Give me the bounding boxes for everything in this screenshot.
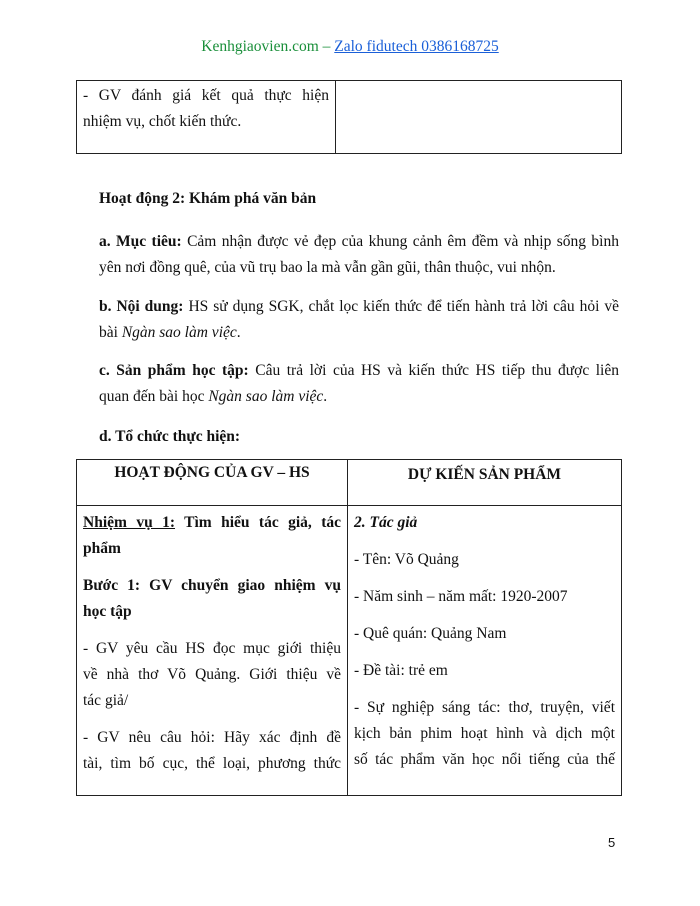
section-b-label: b. Nội dung:	[99, 298, 184, 315]
section-a-label: a. Mục tiêu:	[99, 233, 182, 250]
table-header-activity: HOẠT ĐỘNG CỦA GV – HS	[77, 460, 348, 506]
header-site: Kenhgiaovien.com –	[201, 38, 335, 55]
product-hometown: - Quê quán: Quảng Nam	[354, 625, 507, 642]
activity-title: Hoạt động 2: Khám phá văn bản	[99, 190, 317, 207]
table-header-product: DỰ KIẾN SẢN PHẨM	[348, 460, 622, 506]
top-table-cell-left	[77, 81, 336, 154]
product-name: - Tên: Võ Quảng	[354, 551, 459, 568]
section-d: d. Tổ chức thực hiện:	[99, 428, 241, 445]
page-header	[0, 38, 700, 56]
top-cell-line2: nhiệm vụ, chốt kiến thức.	[83, 113, 242, 130]
page-number: 5	[608, 835, 616, 850]
activity-table	[76, 459, 622, 796]
section-a: a. Mục tiêu: Cảm nhận được vẻ đẹp của khung cảnh êm đềm và nhịp sống bình yên nơi đồng quê, của vũ trụ bao la mà vẫn gần gũi, thân thuộc, vui nhộn.	[99, 233, 619, 276]
product-topic: - Đề tài: trẻ em	[354, 662, 448, 679]
section-b: b. Nội dung: HS sử dụng SGK, chắt lọc kiến thức để tiến hành trả lời câu hỏi về bài Ngàn sao làm việc.	[99, 298, 619, 341]
top-table	[76, 80, 622, 154]
product-title: 2. Tác giả	[354, 514, 418, 531]
task-label: Nhiệm vụ 1:	[83, 514, 176, 531]
table-cell-activity: Nhiệm vụ 1: Tìm hiểu tác giả, tác phẩm Bước 1: GV chuyển giao nhiệm vụ học tập - GV yêu cầu HS đọc mục giới thiệu về nhà thơ Võ Quảng. Giới thiệu về tác giả/ - GV nêu câu hỏi: Hãy xác định đề tài, tìm bố cục, thể loại, phương thức	[77, 506, 348, 796]
product-years: - Năm sinh – năm mất: 1920-2007	[354, 588, 568, 605]
top-table-cell-right	[336, 81, 622, 154]
section-c: c. Sản phẩm học tập: Câu trả lời của HS và kiến thức HS tiếp thu được liên quan đến bài học Ngàn sao làm việc.	[99, 362, 619, 405]
header-zalo-link[interactable]: Zalo fidutech 0386168725	[334, 38, 499, 55]
step-label: Bước 1: GV chuyển giao nhiệm vụ	[83, 577, 341, 594]
top-cell-line1: - GV đánh giá kết quả thực hiện	[83, 87, 329, 104]
table-cell-product: 2. Tác giả - Tên: Võ Quảng - Năm sinh – năm mất: 1920-2007 - Quê quán: Quảng Nam - Đề tài: trẻ em - Sự nghiệp sáng tác: thơ, truyện, viết kịch bản phim hoạt hình và dịch một số tác phẩm văn học nổi tiếng của thế	[348, 506, 622, 796]
section-c-label: c. Sản phẩm học tập:	[99, 362, 249, 379]
